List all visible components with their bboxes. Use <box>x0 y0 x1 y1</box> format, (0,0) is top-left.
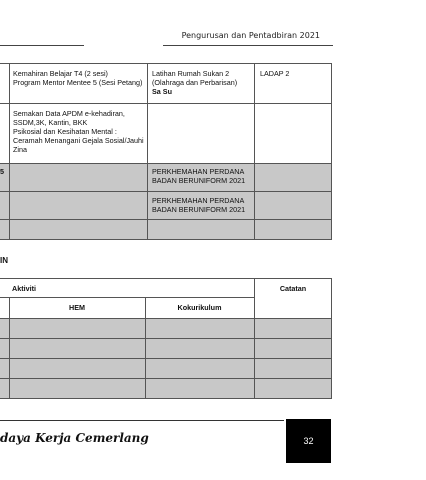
schedule-cell: PERKHEMAHAN PERDANA BADAN BERUNIFORM 2021 <box>152 196 246 214</box>
page-header-title: Pengurusan dan Pentadbiran 2021 <box>181 31 320 40</box>
col-divider <box>147 63 148 240</box>
footer-motto: daya Kerja Cemerlang <box>0 431 149 445</box>
schedule-cell: Semakan Data APDM e-kehadiran, SSDM,3K, Kantin, BKK Psikosial dan Kesihatan Mental : Ceramah Menangani Gejala Sosial/Jauhi Zina <box>13 109 144 154</box>
row-divider <box>0 219 332 220</box>
row-divider <box>0 358 332 359</box>
table-bottom-border <box>0 398 332 399</box>
schedule-cell: 5 <box>0 167 4 176</box>
footer-rule <box>0 420 284 421</box>
schedule-cell: LADAP 2 <box>260 69 290 78</box>
header-rule-right <box>163 45 333 46</box>
table-top-border <box>0 63 332 64</box>
schedule-cell: Kemahiran Belajar T4 (2 sesi) Program Mentor Mentee 5 (Sesi Petang) <box>13 69 143 87</box>
hem-header: HEM <box>69 303 85 312</box>
col-divider <box>254 278 255 398</box>
col-divider <box>145 297 146 398</box>
col-divider <box>9 63 10 240</box>
col-divider <box>254 63 255 240</box>
header-divider <box>0 297 254 298</box>
col-divider <box>331 278 332 398</box>
row-divider <box>0 103 332 104</box>
row-divider <box>0 191 332 192</box>
row-divider <box>0 163 332 164</box>
schedule-cell <box>152 69 252 96</box>
schedule-cell: PERKHEMAHAN PERDANA BADAN BERUNIFORM 2021 <box>152 167 246 185</box>
row-divider <box>0 378 332 379</box>
col-divider <box>331 63 332 240</box>
section-heading: IN <box>0 256 8 265</box>
table-bottom-border <box>0 239 332 240</box>
row-divider <box>0 338 332 339</box>
col-divider <box>9 297 10 398</box>
catatan-header: Catatan <box>279 284 307 293</box>
row-divider <box>0 318 332 319</box>
schedule-cell-bold: Sa Su <box>152 87 172 96</box>
aktiviti-header: Aktiviti <box>12 284 36 293</box>
page-number: 32 <box>286 419 331 463</box>
table-top-border <box>0 278 332 279</box>
schedule-cell-text: Latihan Rumah Sukan 2 (Olahraga dan Perbarisan) <box>152 69 238 87</box>
header-rule-left <box>0 45 84 46</box>
kokurikulum-header: Kokurikulum <box>177 303 222 312</box>
